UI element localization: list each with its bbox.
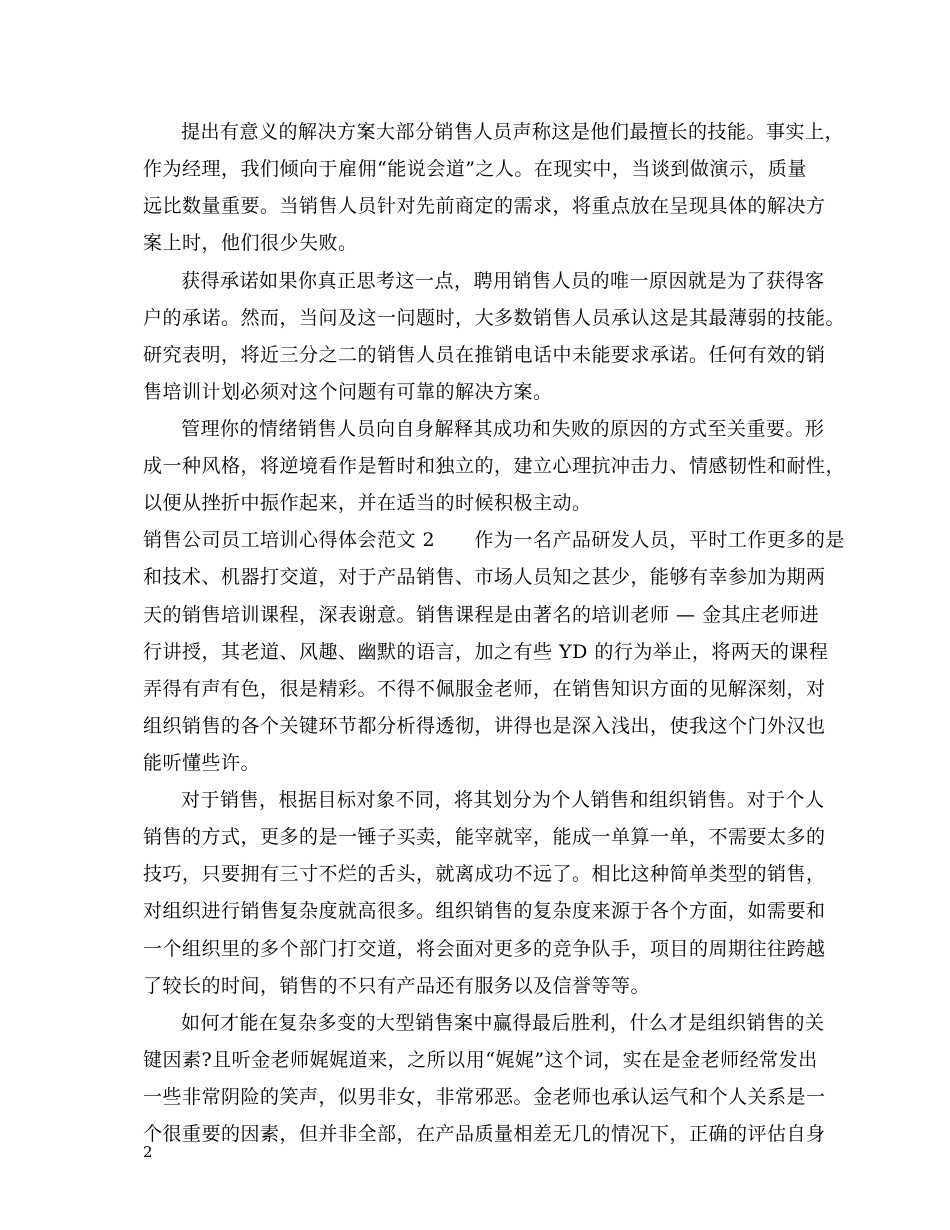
page-number: 2 xyxy=(143,1143,153,1161)
text-line: 对组织进行销售复杂度就高很多。组织销售的复杂度来源于各个方面，如需要和 xyxy=(143,900,826,922)
text-line: 键因素?且听金老师娓娓道来，之所以用“娓娓”这个词，实在是金老师经常发出 xyxy=(143,1049,818,1071)
text-line: 提出有意义的解决方案大部分销售人员声称这是他们最擅长的技能。事实上， xyxy=(181,121,845,143)
text-line: 销售的方式，更多的是一锤子买卖，能宰就宰，能成一单算一单，不需要太多的 xyxy=(143,826,826,848)
text-line: 售培训计划必须对这个问题有可靠的解决方案。 xyxy=(143,381,553,403)
text-line: 对于销售，根据目标对象不同，将其划分为个人销售和组织销售。对于个人 xyxy=(181,789,825,811)
text-line: 如何才能在复杂多变的大型销售案中赢得最后胜利，什么才是组织销售的关 xyxy=(181,1012,825,1034)
text-line: 技巧，只要拥有三寸不烂的舌头，就离成功不远了。相比这种简单类型的销售， xyxy=(143,863,826,885)
text-line: 天的销售培训课程，深表谢意。销售课程是由著名的培训老师 — 金其庄老师进 xyxy=(143,604,820,626)
section-heading-line: 销售公司员工培训心得体会范文 2 作为一名产品研发人员，平时工作更多的是 xyxy=(143,529,845,551)
text-line: 案上时，他们很少失败。 xyxy=(143,232,358,254)
text-line: 远比数量重要。当销售人员针对先前商定的需求，将重点放在呈现具体的解决方 xyxy=(143,195,826,217)
text-line: 一些非常阴险的笑声，似男非女，非常邪恶。金老师也承认运气和个人关系是一 xyxy=(143,1086,826,1108)
text-line: 一个组织里的多个部门打交道，将会面对更多的竞争队手，项目的周期往往跨越 xyxy=(143,938,826,960)
text-line: 和技术、机器打交道，对于产品销售、市场人员知之甚少，能够有幸参加为期两 xyxy=(143,566,826,588)
text-line: 了较长的时间，销售的不只有产品还有服务以及信誉等等。 xyxy=(143,975,651,997)
text-line: 能听懂些许。 xyxy=(143,752,261,774)
text-line: 弄得有声有色，很是精彩。不得不佩服金老师，在销售知识方面的见解深刻，对 xyxy=(143,678,826,700)
text-line: 获得承诺如果你真正思考这一点，聘用销售人员的唯一原因就是为了获得客 xyxy=(181,270,825,292)
text-line: 行讲授，其老道、风趣、幽默的语言，加之有些 YD 的行为举止，将两天的课程 xyxy=(143,641,829,663)
text-line: 作为经理，我们倾向于雇佣“能说会道”之人。在现实中，当谈到做演示，质量 xyxy=(143,158,807,180)
text-line: 以便从挫折中振作起来，并在适当的时候积极主动。 xyxy=(143,492,592,514)
text-line: 管理你的情绪销售人员向自身解释其成功和失败的原因的方式至关重要。形 xyxy=(181,418,825,440)
text-line: 组织销售的各个关键环节都分析得透彻，讲得也是深入浅出，使我这个门外汉也 xyxy=(143,715,826,737)
text-line: 户的承诺。然而，当问及这一问题时，大多数销售人员承认这是其最薄弱的技能。 xyxy=(143,307,846,329)
text-line: 研究表明，将近三分之二的销售人员在推销电话中未能要求承诺。任何有效的销 xyxy=(143,344,826,366)
text-line: 个很重要的因素，但并非全部，在产品质量相差无几的情况下，正确的评估自身 xyxy=(143,1123,826,1145)
text-line: 成一种风格，将逆境看作是暂时和独立的，建立心理抗冲击力、情感韧性和耐性， xyxy=(143,455,846,477)
